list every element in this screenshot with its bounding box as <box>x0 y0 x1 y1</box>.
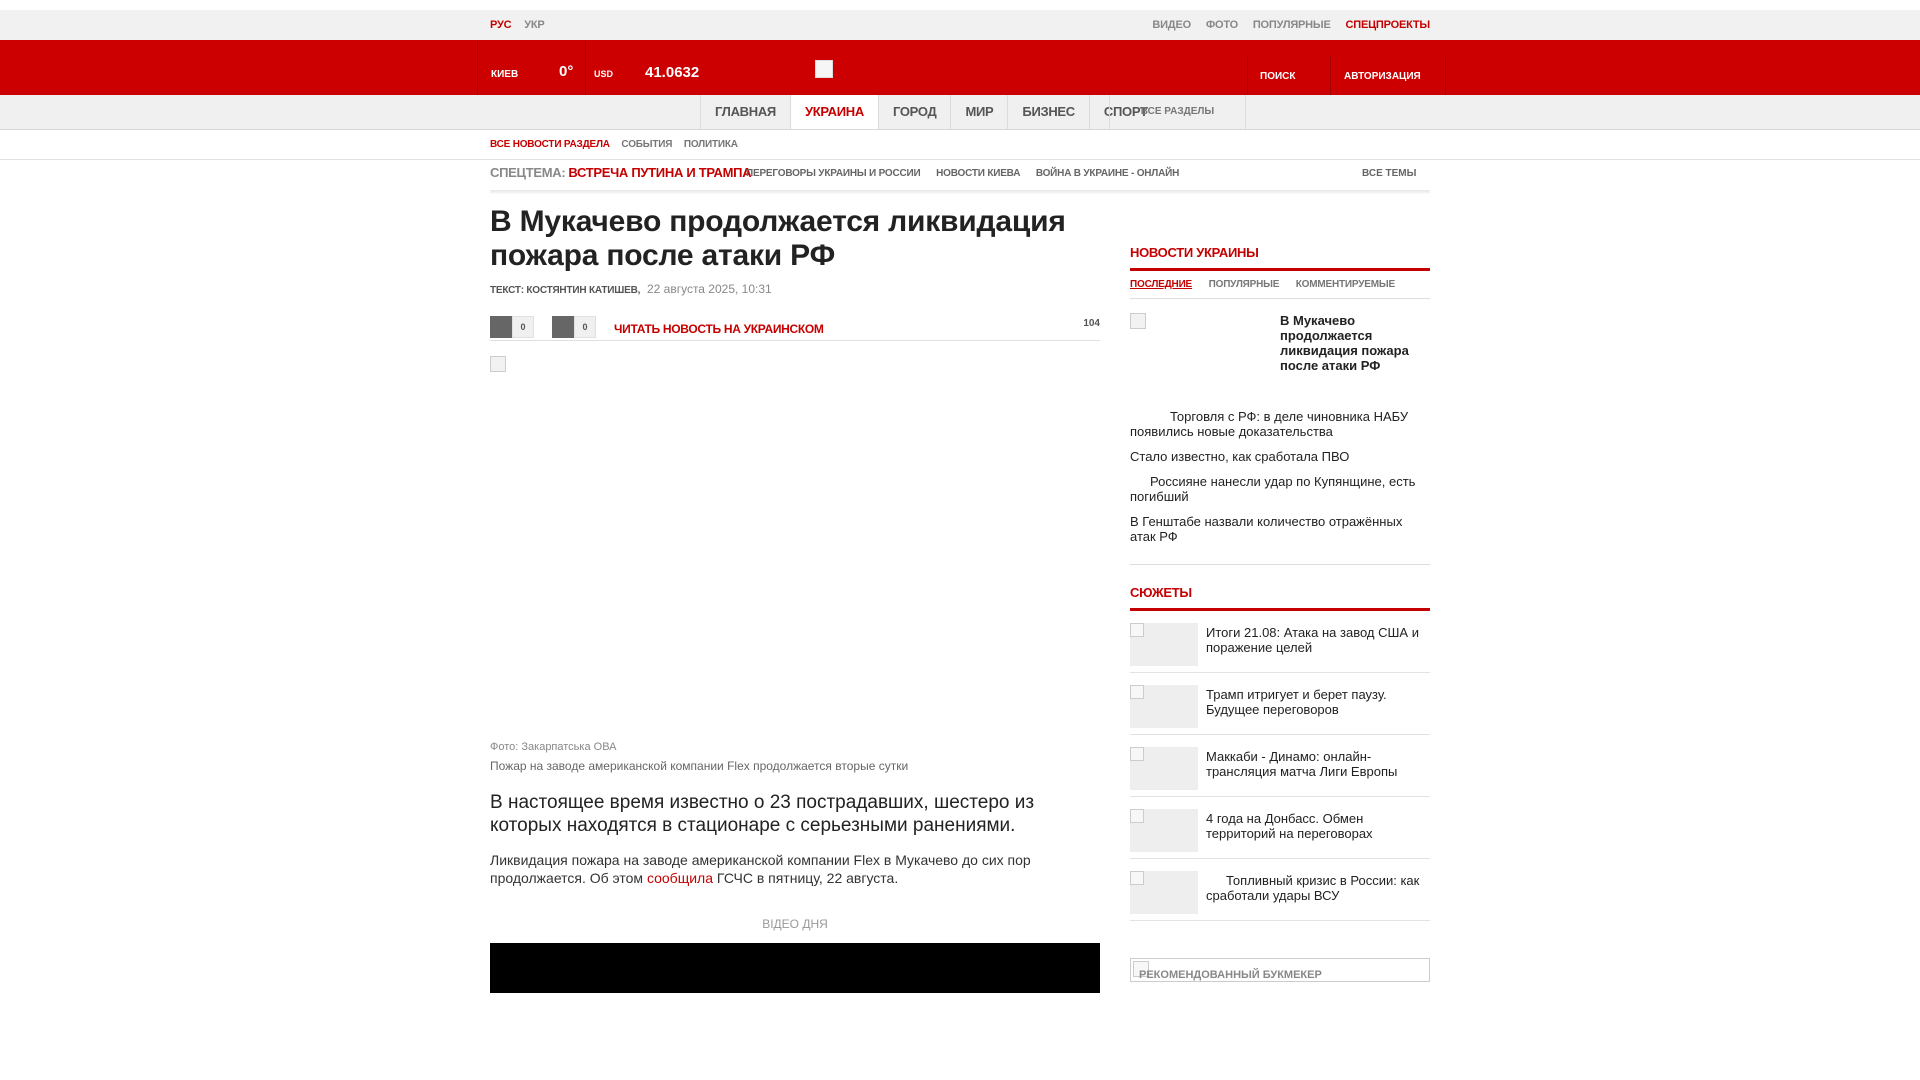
story-thumbnail <box>1130 809 1198 852</box>
story-thumbnail <box>1130 623 1198 666</box>
broken-image-icon <box>1130 313 1146 329</box>
read-in-ukrainian-link[interactable]: ЧИТАТЬ НОВОСТЬ НА УКРАИНСКОМ <box>614 322 824 336</box>
story-item[interactable] <box>1130 797 1430 859</box>
share-facebook[interactable] <box>490 316 534 338</box>
story-title[interactable]: Маккаби - Динамо: онлайн-трансляция матча Лиги Европы <box>1206 749 1398 779</box>
article-author[interactable]: ТЕКСТ: КОСТЯНТИН КАТИШЕВ, <box>490 285 641 296</box>
article-toolbar <box>490 310 1100 341</box>
all-topics-link[interactable]: ВСЕ ТЕМЫ <box>1362 168 1417 179</box>
nav-home[interactable]: ГЛАВНАЯ <box>700 95 790 129</box>
article-title: В Мукачево продолжается ликвидация пожара после атаки РФ <box>490 205 1066 272</box>
search-label: ПОИСК <box>1260 71 1296 82</box>
photo-caption: Пожар на заводе американской компании Flex продолжается вторые сутки <box>490 759 909 773</box>
article-byline <box>490 282 1100 296</box>
story-item[interactable] <box>1130 735 1430 797</box>
news-list <box>1130 409 1430 565</box>
login-label: АВТОРИЗАЦИЯ <box>1344 71 1421 82</box>
site-logo[interactable] <box>815 60 833 78</box>
nav-business[interactable]: БИЗНЕС <box>1007 95 1088 129</box>
weather-city: КИЕВ <box>491 69 519 80</box>
featured-news-title[interactable]: В Мукачево продолжается ликвидация пожара после атаки РФ <box>1280 313 1409 373</box>
broken-image-icon <box>1130 685 1144 699</box>
weather-temperature: 0° <box>559 63 574 80</box>
nav-world[interactable]: МИР <box>950 95 1007 129</box>
currency-rate: 41.0632 <box>645 64 700 81</box>
section-subnav <box>0 130 1920 160</box>
theme-tag[interactable]: ПЕРЕГОВОРЫ УКРАИНЫ И РОССИИ <box>746 168 921 179</box>
views-count: 104 <box>1083 318 1100 329</box>
video-of-day-label: ВІДЕО ДНЯ <box>762 917 828 931</box>
tab-latest[interactable]: ПОСЛЕДНИЕ <box>1130 279 1193 290</box>
broken-image-icon <box>490 356 506 372</box>
link-photo[interactable]: ФОТО <box>1205 19 1238 31</box>
story-title[interactable]: Трамп итригует и берет паузу. Будущее переговоров <box>1206 687 1387 717</box>
link-video[interactable]: ВИДЕО <box>1152 19 1191 31</box>
story-item[interactable] <box>1130 673 1430 735</box>
subnav-politics[interactable]: ПОЛИТИКА <box>683 139 738 150</box>
nav-sport[interactable]: СПОРТ <box>1089 95 1162 129</box>
telegram-icon <box>552 316 574 338</box>
article-body <box>490 851 1100 887</box>
bookmaker-label: РЕКОМЕНДОВАННЫЙ БУКМЕКЕР <box>1139 969 1322 981</box>
site-header <box>0 40 1920 95</box>
tab-commented[interactable]: КОММЕНТИРУЕМЫЕ <box>1295 279 1395 290</box>
special-theme-label: СПЕЦТЕМА: <box>490 165 566 180</box>
article <box>490 205 1100 998</box>
share-telegram[interactable] <box>552 316 596 338</box>
featured-news[interactable] <box>1130 299 1430 409</box>
subnav-events[interactable]: СОБЫТИЯ <box>621 139 673 150</box>
news-item[interactable]: В Генштабе назвали количество отражённых атак РФ <box>1130 514 1403 544</box>
main-navigation <box>0 95 1920 130</box>
broken-image-icon <box>1130 747 1144 761</box>
story-thumbnail <box>1130 685 1198 728</box>
sidebar <box>1130 245 1430 982</box>
page-bottom-area <box>0 993 1920 1080</box>
story-item[interactable] <box>1130 611 1430 673</box>
divider <box>490 190 1430 194</box>
share-count: 0 <box>574 316 596 338</box>
special-theme-link[interactable]: ВСТРЕЧА ПУТИНА И ТРАМПА <box>568 165 752 180</box>
article-date: 22 августа 2025, 10:31 <box>646 282 772 296</box>
search-button[interactable] <box>1247 55 1331 95</box>
special-themes-bar <box>490 160 1430 193</box>
tab-popular[interactable]: ПОПУЛЯРНЫЕ <box>1208 279 1280 290</box>
stories-title[interactable]: СЮЖЕТЫ <box>1130 585 1430 611</box>
share-count: 0 <box>512 316 534 338</box>
story-thumbnail <box>1130 747 1198 790</box>
story-thumbnail <box>1130 871 1198 914</box>
theme-tag[interactable]: ВОЙНА В УКРАИНЕ - ОНЛАЙН <box>1035 168 1180 179</box>
news-item[interactable]: Торговля с РФ: в деле чиновника НАБУ появились новые доказательства <box>1130 409 1409 439</box>
body-text: ГСЧС в пятницу, 22 августа. <box>713 870 899 886</box>
link-specprojects[interactable]: СПЕЦПРОЕКТЫ <box>1345 19 1430 31</box>
link-popular[interactable]: ПОПУЛЯРНЫЕ <box>1252 19 1331 31</box>
facebook-icon <box>490 316 512 338</box>
broken-image-icon <box>1130 871 1144 885</box>
subnav-all-news[interactable]: ВСЕ НОВОСТИ РАЗДЕЛА <box>490 139 610 150</box>
language-switch <box>490 19 555 31</box>
broken-image-icon <box>1130 809 1144 823</box>
article-lead: В настоящее время известно о 23 пострадавших, шестеро из которых находятся в стационаре с серьезными ранениями. <box>490 792 1035 836</box>
broken-image-icon <box>1130 623 1144 637</box>
story-title[interactable]: Топливный кризис в России: как сработали удары ВСУ <box>1206 873 1420 903</box>
body-text: Ликвидация пожара на заводе американской компании Flex в Мукачево до сих пор продолжается. Об этом <box>490 852 1031 886</box>
nav-city[interactable]: ГОРОД <box>878 95 951 129</box>
lang-ukr[interactable]: УКР <box>524 19 545 31</box>
article-photo <box>490 356 1100 741</box>
login-button[interactable] <box>1330 55 1446 95</box>
story-title[interactable]: Итоги 21.08: Атака на завод США и поражение целей <box>1206 625 1419 655</box>
weather-widget[interactable] <box>477 40 586 95</box>
nav-ukraine[interactable]: УКРАИНА <box>790 95 878 129</box>
photo-credit: Фото: Закарпатська ОВА <box>490 741 617 753</box>
story-title[interactable]: 4 года на Донбасс. Обмен территорий на переговорах <box>1206 811 1373 841</box>
news-item[interactable]: Россияне нанесли удар по Купянщине, есть погибший <box>1130 474 1416 504</box>
news-item[interactable]: Стало известно, как сработала ПВО <box>1130 449 1350 464</box>
theme-tag[interactable]: НОВОСТИ КИЕВА <box>936 168 1021 179</box>
currency-code: USD <box>594 69 614 79</box>
news-tabs <box>1130 279 1430 299</box>
ukraine-news-title[interactable]: НОВОСТИ УКРАИНЫ <box>1130 245 1430 271</box>
top-bar <box>0 10 1920 41</box>
source-link[interactable]: сообщила <box>646 870 713 886</box>
lang-rus[interactable]: РУС <box>490 19 512 31</box>
story-item[interactable] <box>1130 859 1430 921</box>
top-links <box>1140 19 1430 31</box>
bookmaker-banner[interactable] <box>1130 958 1430 982</box>
nav-all-sections[interactable]: ВСЕ РАЗДЕЛЫ <box>1109 95 1246 129</box>
video-player[interactable] <box>490 943 1100 998</box>
currency-widget[interactable] <box>585 40 706 95</box>
